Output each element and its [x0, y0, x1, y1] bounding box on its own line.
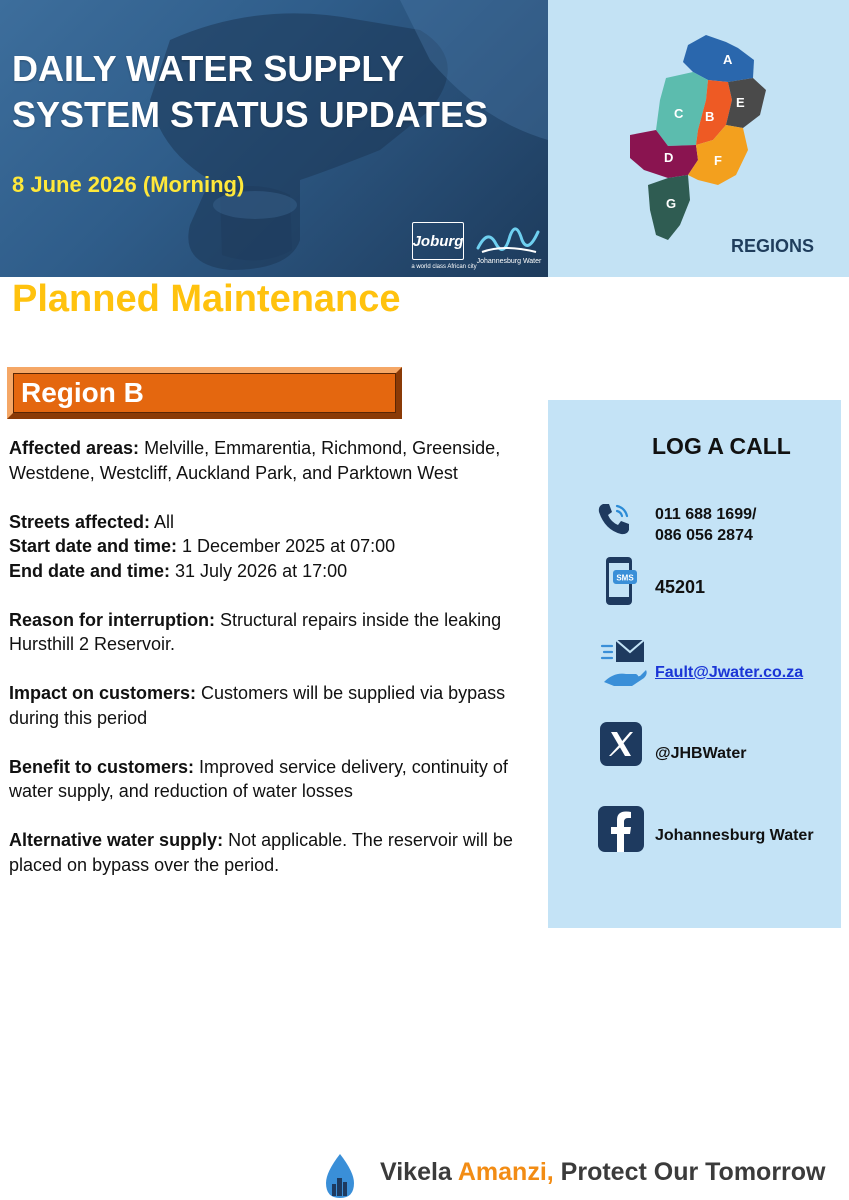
phone-numbers[interactable]: [655, 504, 756, 546]
footer-slogan: [380, 1158, 826, 1187]
map-label-e: E: [736, 95, 745, 110]
map-label-d: D: [664, 150, 674, 165]
page-title: [12, 46, 542, 138]
end-date-time-value: 31 July 2026 at 17:00: [170, 560, 348, 581]
map-label-g: G: [666, 196, 677, 211]
impact-value: Customers will be supplied via bypass during this period: [9, 683, 506, 728]
johannesburg-water-logo-icon: [474, 218, 544, 258]
streets-affected-label: Streets affected:: [9, 511, 151, 532]
svg-text:SMS: SMS: [616, 573, 634, 583]
footer-slogan-part-1: Vikela: [380, 1158, 458, 1186]
x-handle[interactable]: @JHBWater: [655, 745, 747, 762]
affected-areas-label: Affected areas:: [9, 438, 140, 458]
benefit-to-customers: [9, 755, 524, 804]
phone-icon: [595, 500, 633, 538]
reason-label: Reason for interruption:: [9, 609, 215, 630]
map-label-c: C: [674, 106, 684, 121]
alternative-water-supply: [9, 828, 524, 877]
map-label-a: A: [723, 52, 733, 67]
start-date-time-value: 1 December 2025 at 07:00: [177, 536, 396, 556]
x-twitter-icon[interactable]: [600, 722, 642, 766]
map-caption: REGIONS: [731, 236, 815, 256]
joburg-logo: Joburg: [412, 222, 464, 260]
sms-phone-icon: [604, 556, 638, 608]
start-date-time-label: Start date and time:: [9, 536, 178, 556]
alternative-value: Not applicable. The reservoir will be placed on bypass over the period.: [9, 830, 513, 875]
maintenance-details: [9, 436, 524, 877]
johannesburg-water-logo-text: Johannesburg Water: [476, 258, 542, 265]
header-banner: [0, 0, 548, 277]
water-drop-icon: [320, 1152, 360, 1200]
phone-number-1[interactable]: 011 688 1699/: [655, 506, 757, 523]
joburg-logo-tagline: a world class African city: [411, 264, 477, 270]
affected-areas-value: Melville, Emmarentia, Richmond, Greenside, Westdene, Westcliff, Auckland Park, and Parktown West: [9, 438, 501, 483]
footer-slogan-accent: Amanzi,: [457, 1158, 554, 1186]
benefit-label: Benefit to customers:: [9, 756, 195, 777]
reason-for-interruption: [9, 608, 524, 657]
sms-number[interactable]: 45201: [655, 577, 706, 597]
map-label-b: B: [705, 109, 715, 124]
contact-heading: LOG A CALL: [652, 433, 791, 459]
footer-slogan-part-3: Protect Our Tomorrow: [553, 1158, 826, 1186]
map-region-e: [726, 78, 766, 128]
regions-map-panel: [548, 0, 849, 277]
map-label-f: F: [714, 153, 722, 168]
end-date-time-label: End date and time:: [9, 560, 171, 581]
section-title: Planned Maintenance: [12, 278, 401, 320]
facebook-icon[interactable]: [598, 806, 644, 852]
affected-areas: [9, 436, 524, 485]
page-title-line-1: DAILY WATER SUPPLY: [12, 48, 405, 89]
impact-on-customers: [9, 681, 524, 730]
benefit-value: Improved service delivery, continuity of water supply, and reduction of water losses: [9, 756, 508, 801]
impact-label: Impact on customers:: [9, 683, 197, 703]
email-link[interactable]: Fault@Jwater.co.za: [655, 664, 804, 681]
region-banner: [7, 367, 402, 419]
facebook-page[interactable]: Johannesburg Water: [655, 827, 814, 844]
region-banner-label: Region B: [21, 377, 144, 408]
streets-affected: [9, 510, 524, 535]
email-link-wrapper: [655, 662, 803, 683]
water-tap-background-image: [0, 0, 548, 277]
reason-value: Structural repairs inside the leaking Hursthill 2 Reservoir.: [9, 609, 502, 654]
end-date-time: [9, 559, 524, 584]
start-date-time: [9, 534, 524, 559]
email-hand-icon: [600, 638, 648, 690]
bulletin-date: 8 June 2026 (Morning): [12, 172, 245, 197]
streets-affected-value: All: [150, 511, 175, 532]
phone-number-2[interactable]: 086 056 2874: [655, 527, 753, 544]
alternative-label: Alternative water supply:: [9, 830, 224, 850]
page-title-line-2: SYSTEM STATUS UPDATES: [12, 94, 489, 135]
